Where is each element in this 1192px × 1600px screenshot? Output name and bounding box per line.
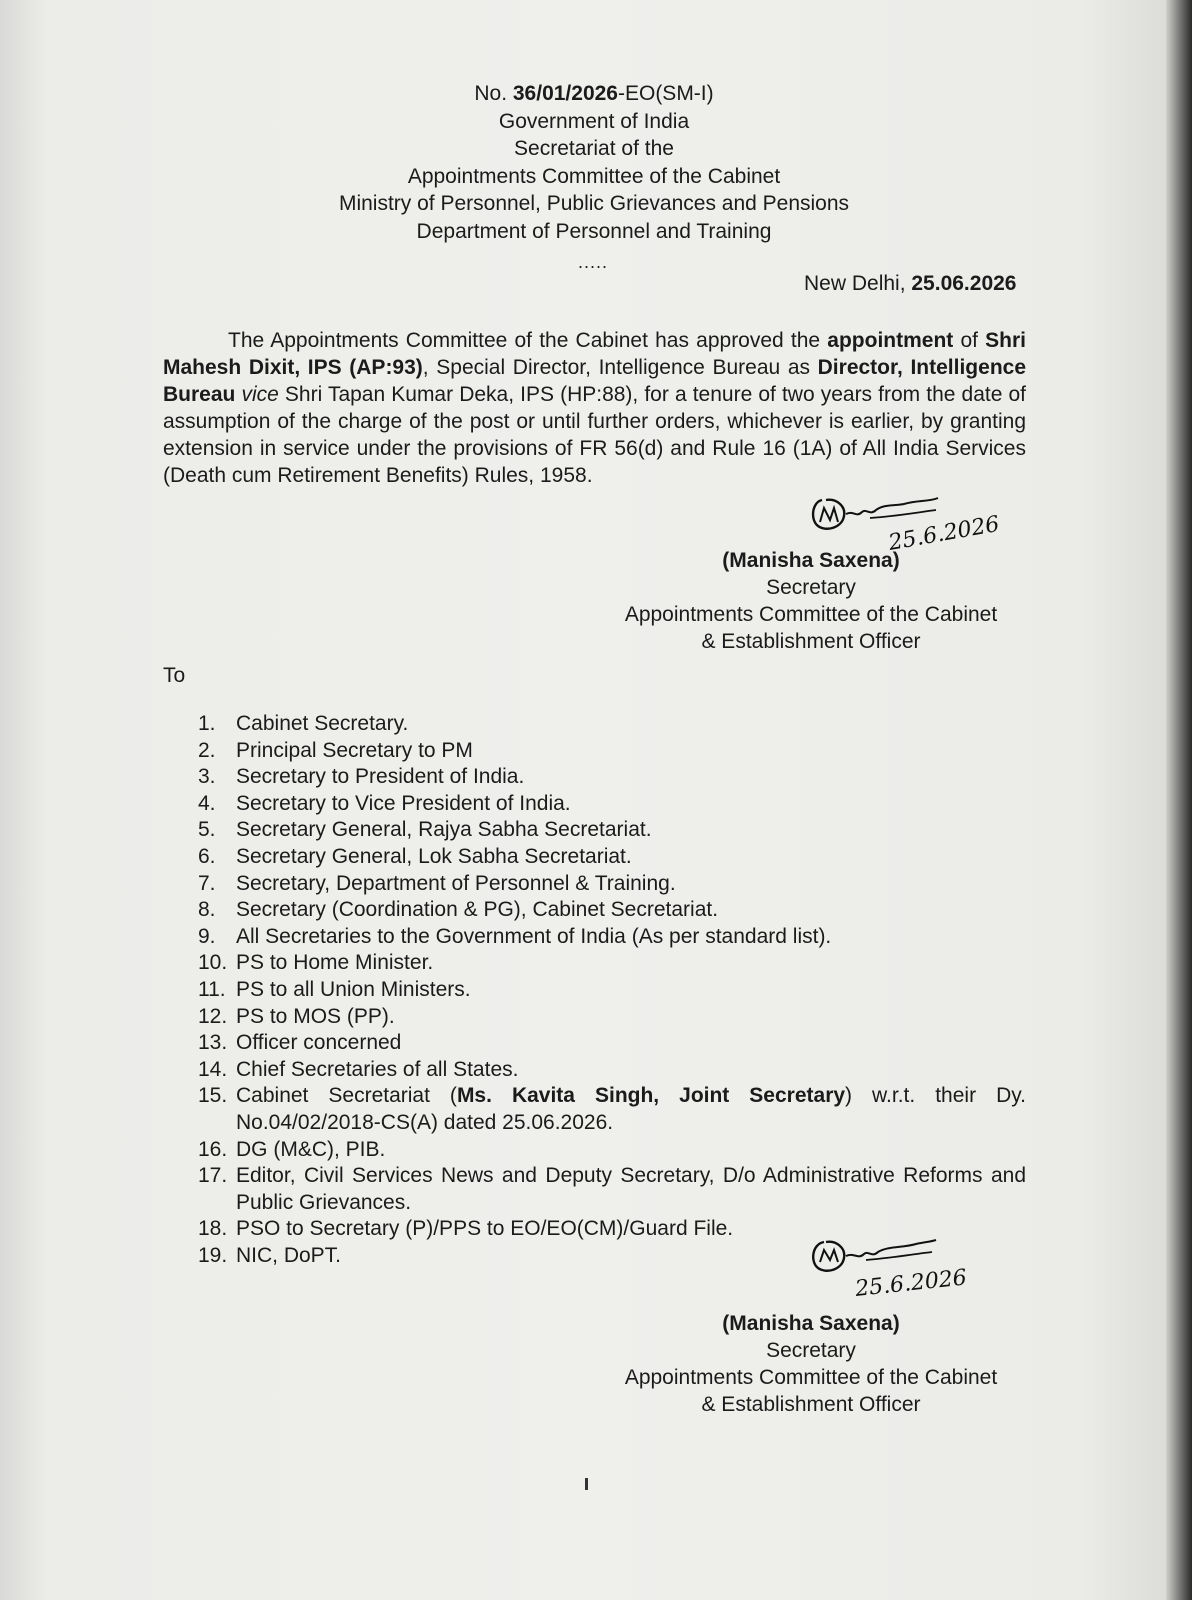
list-item [198, 711, 1026, 738]
signatory-name: (Manisha Saxena) [722, 1312, 900, 1335]
item-text: Secretary General, Rajya Sabha Secretariat. [236, 818, 652, 842]
para-bold-appointee: Shri Mahesh Dixit, IPS (AP:93) [163, 329, 1026, 379]
header-line-2: Secretariat of the [514, 137, 674, 161]
list-item [198, 764, 1026, 791]
list-item [198, 791, 1026, 818]
item-number: 15. [198, 1084, 228, 1108]
page-edge-shadow [1166, 0, 1192, 1600]
list-item [198, 1030, 1026, 1057]
list-item [198, 738, 1026, 765]
signatory-office-line-2: & Establishment Officer [701, 630, 921, 653]
item-text: PS to MOS (PP). [236, 1004, 395, 1028]
item-number: 6. [198, 844, 216, 868]
list-item [198, 950, 1026, 977]
item-text-pre: Cabinet Secretariat ( [236, 1084, 457, 1108]
item-text: Editor, Civil Services News and Deputy Secretary, D/o Administrative Reforms and Public Grievances. [236, 1164, 1026, 1214]
header-line-4: Ministry of Personnel, Public Grievances and Pensions [338, 192, 850, 216]
item-number: 4. [198, 791, 216, 815]
item-number: 10. [198, 951, 228, 975]
para-text-2: of [953, 329, 986, 352]
item-number: 16. [198, 1137, 228, 1161]
signatory-designation: Secretary [766, 576, 856, 599]
item-number: 7. [198, 871, 216, 895]
ref-prefix: No. [474, 82, 513, 105]
item-text: Secretary General, Lok Sabha Secretariat. [236, 844, 632, 868]
item-text: PSO to Secretary (P)/PPS to EO/EO(CM)/Guard File. [236, 1217, 734, 1241]
header-line-1: Government of India [498, 109, 690, 133]
item-text-bold: Ms. Kavita Singh, Joint Secretary [456, 1084, 846, 1108]
order-paragraph [163, 327, 1026, 489]
recipient-list [198, 711, 1026, 1269]
para-bold-post: Director, Intelligence Bureau [163, 356, 1027, 406]
item-text: Officer concerned [236, 1031, 402, 1055]
ref-number-bold: 36/01/2026 [512, 82, 618, 105]
item-number: 2. [198, 738, 216, 762]
item-number: 17. [198, 1164, 228, 1188]
page-mark [585, 1478, 588, 1490]
item-number: 19. [198, 1243, 228, 1267]
para-text-1: The Appointments Committee of the Cabinet has approved the [228, 329, 828, 352]
list-item [198, 1163, 1026, 1216]
para-text-3: , Special Director, Intelligence Bureau as [422, 356, 818, 379]
item-text: Secretary to President of India. [236, 765, 525, 789]
header-line-5: Department of Personnel and Training [416, 219, 772, 243]
item-number: 3. [198, 765, 216, 789]
signature-block-1 [612, 547, 1010, 655]
item-text: Secretary (Coordination & PG), Cabinet Secretariat. [236, 898, 719, 922]
item-text: DG (M&C), PIB. [236, 1137, 386, 1161]
signatory-office-line-2: & Establishment Officer [701, 1393, 921, 1416]
list-item [198, 1083, 1026, 1136]
list-item [198, 844, 1026, 871]
signatory-name: (Manisha Saxena) [722, 549, 900, 572]
item-text: Principal Secretary to PM [236, 738, 473, 762]
letterhead [0, 80, 1188, 246]
para-text-4: Shri Tapan Kumar Deka, IPS (HP:88), for a tenure of two years from the date of assumption of the charge of the post or until further orders, whichever is earlier, by granting extension in service under the provisions of FR 56(d) and Rule 16 (1A) of All India Services (Death cum Retirement Benefits) Rules, 1958. [163, 383, 1026, 487]
item-number: 8. [198, 898, 216, 922]
list-item [198, 871, 1026, 898]
issue-date [804, 272, 1016, 296]
signatory-office-line-1: Appointments Committee of the Cabinet [624, 1366, 998, 1389]
item-text: NIC, DoPT. [236, 1243, 342, 1267]
item-text [236, 1083, 1026, 1136]
item-text: PS to Home Minister. [236, 951, 434, 975]
signatory-designation: Secretary [766, 1339, 856, 1362]
ref-suffix: -EO(SM-I) [617, 82, 714, 105]
item-text: Secretary to Vice President of India. [236, 791, 571, 815]
list-item [198, 1004, 1026, 1031]
item-text: All Secretaries to the Government of India (As per standard list). [236, 924, 832, 948]
list-item [198, 977, 1026, 1004]
item-text-post: ) w.r.t. their Dy. No.04/02/2018-CS(A) dated 25.06.2026. [236, 1084, 1027, 1134]
signatory-office-line-1: Appointments Committee of the Cabinet [624, 603, 998, 626]
list-item [198, 1057, 1026, 1084]
para-bold-appointment: appointment [827, 329, 954, 352]
signature-2-scribble [806, 1232, 1036, 1304]
header-dots: ..... [578, 252, 609, 272]
item-number: 14. [198, 1057, 228, 1081]
item-text: Chief Secretaries of all States. [236, 1057, 519, 1081]
header-line-3: Appointments Committee of the Cabinet [407, 164, 781, 188]
signature-2-handwritten-date: 25.6.2026 [854, 1265, 968, 1302]
item-number: 18. [198, 1217, 228, 1241]
list-item [198, 817, 1026, 844]
item-number: 5. [198, 818, 216, 842]
date-place: New Delhi, [804, 272, 912, 295]
item-text: PS to all Union Ministers. [236, 977, 471, 1001]
list-item [198, 1137, 1026, 1164]
reference-number [0, 80, 1188, 108]
item-number: 11. [198, 977, 226, 1001]
item-text: Secretary, Department of Personnel & Training. [236, 871, 676, 895]
item-number: 9. [198, 924, 216, 948]
para-italic-vice: vice [241, 383, 279, 406]
item-text: Cabinet Secretary. [236, 712, 409, 735]
item-number: 12. [198, 1004, 228, 1028]
list-item [198, 924, 1026, 951]
signature-block-2 [612, 1310, 1010, 1418]
item-number: 13. [198, 1031, 228, 1055]
list-item [198, 897, 1026, 924]
signature-1-handwritten-date: 25.6.2026 [886, 511, 1002, 556]
to-label: To [163, 664, 186, 687]
date-value: 25.06.2026 [911, 272, 1017, 295]
item-number: 1. [198, 712, 216, 735]
